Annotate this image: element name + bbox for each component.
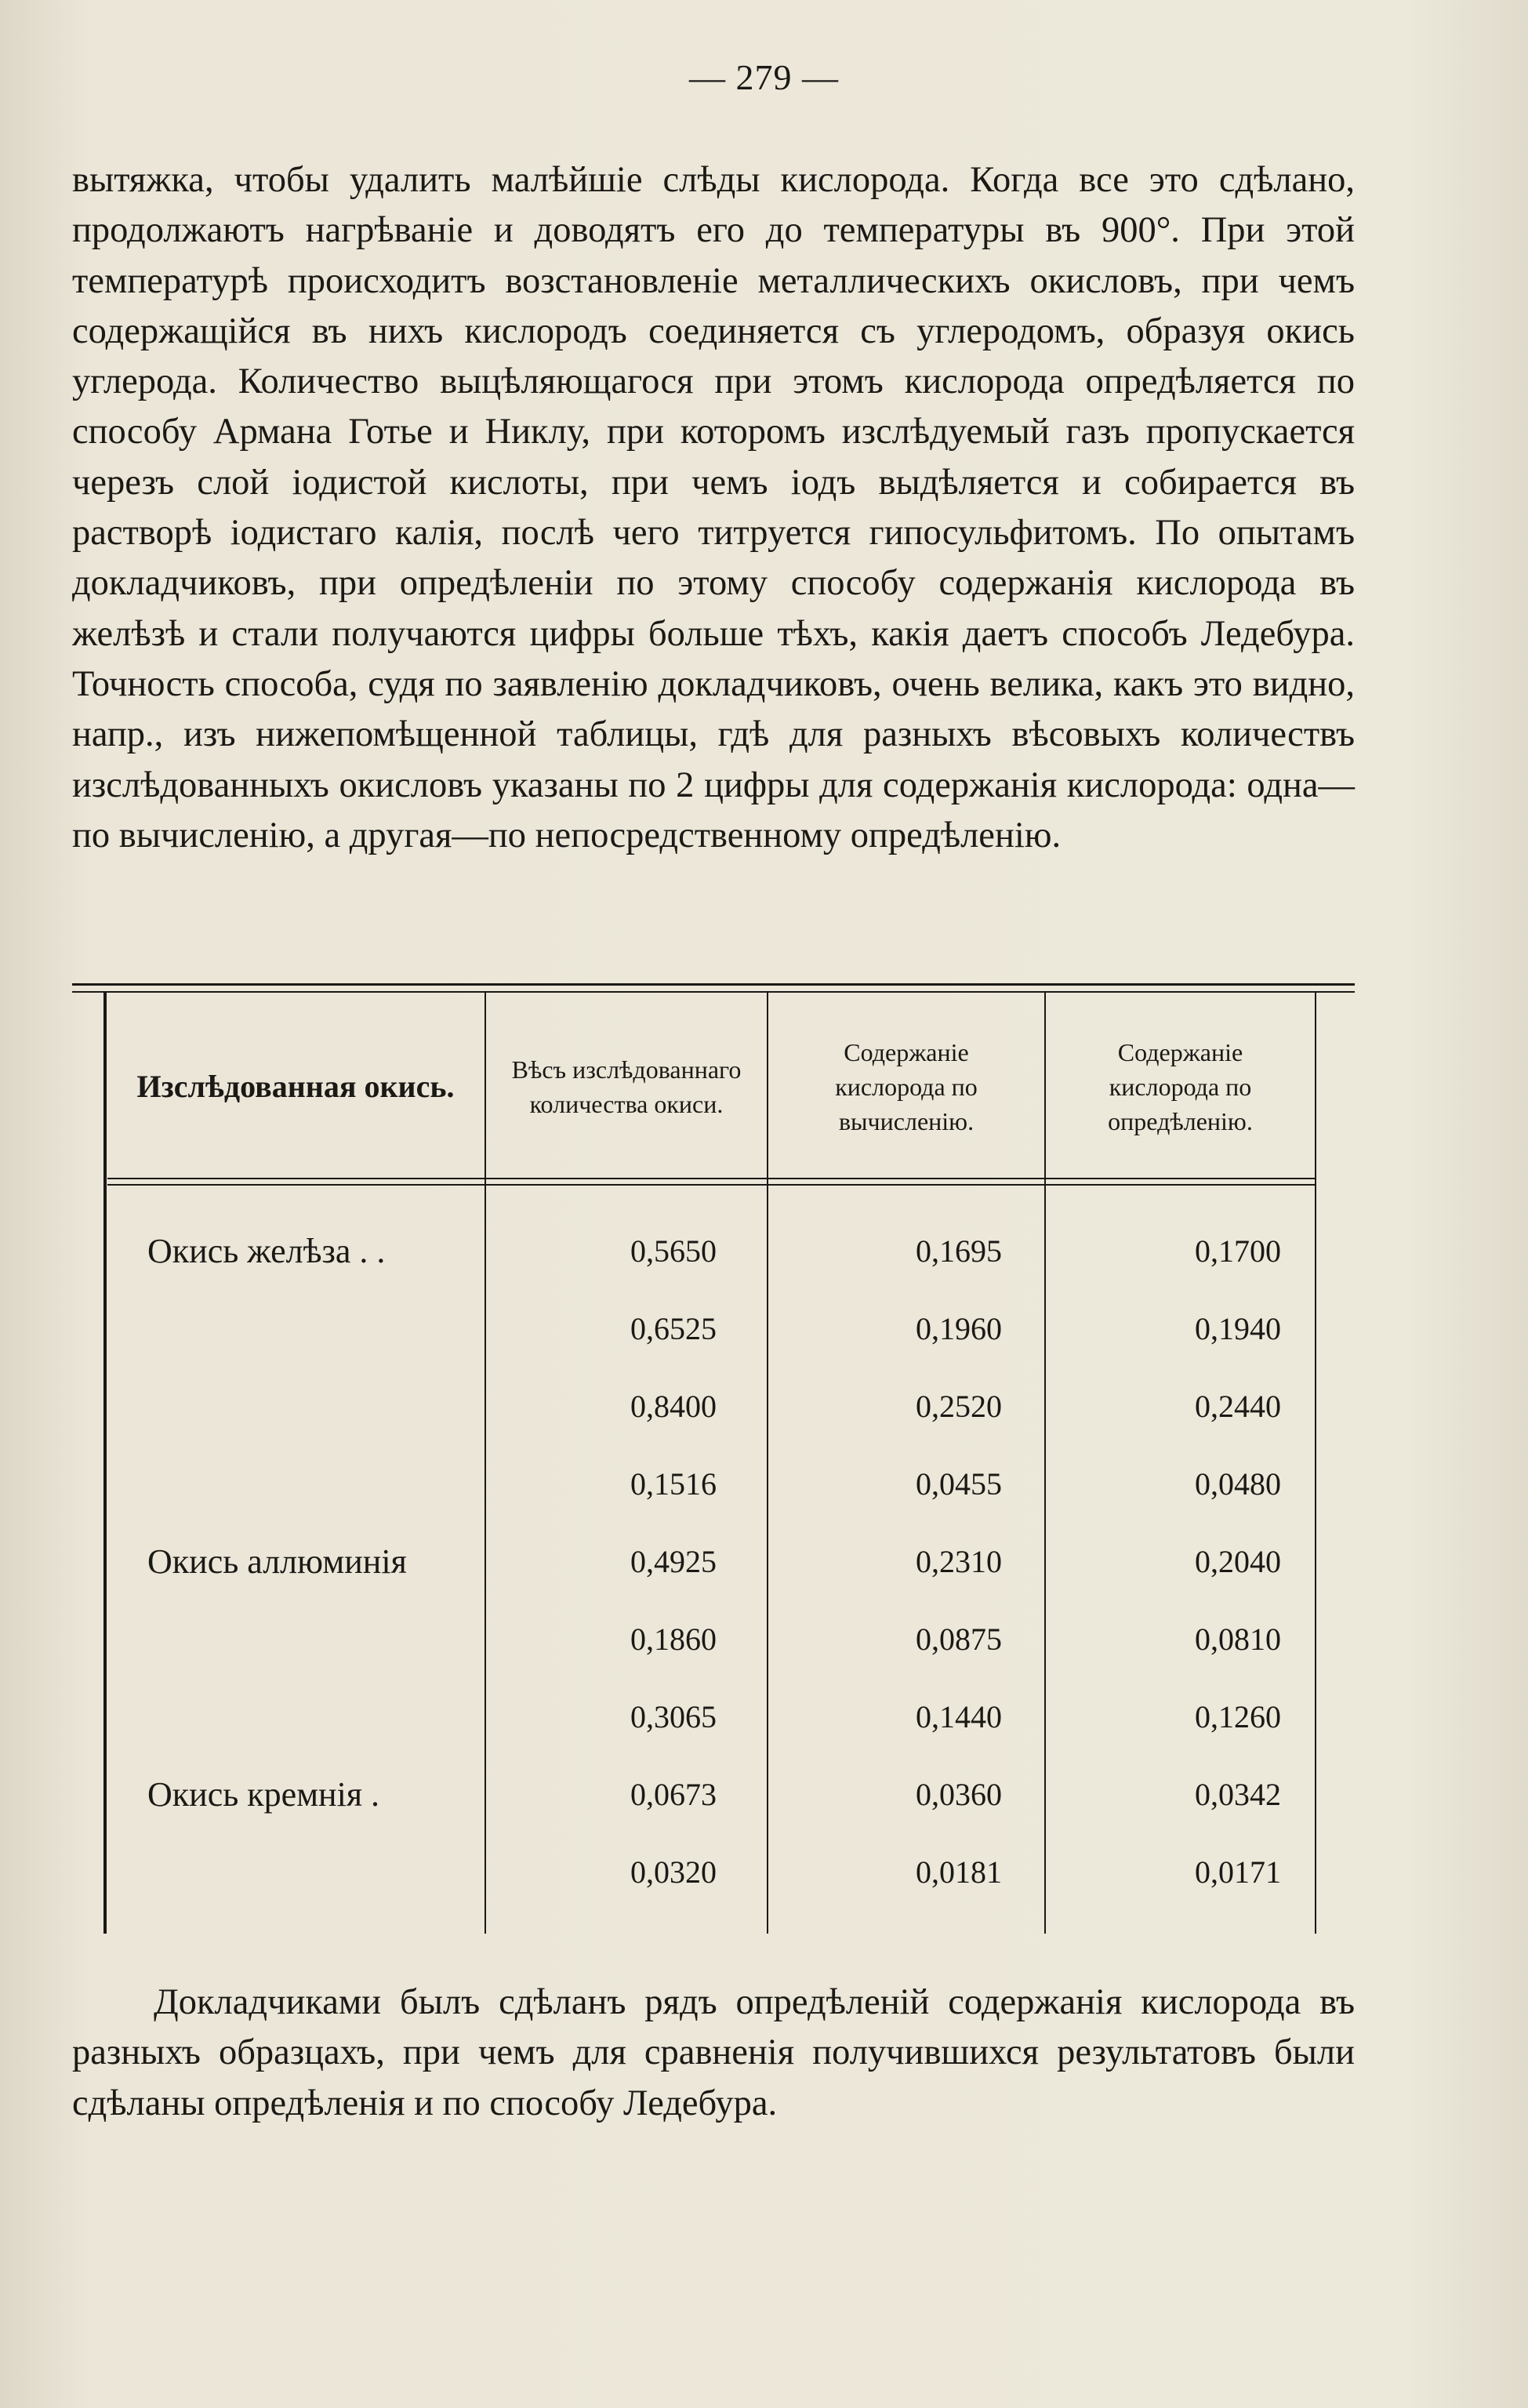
oxides-table: [72, 983, 1355, 1934]
table-row: [72, 1756, 1355, 1833]
column-header-weight: Вѣсъ изслѣдованнаго количества окиси.: [511, 1055, 742, 1118]
weight-value: 0,1516: [630, 1466, 717, 1502]
oxide-name: [147, 1833, 477, 1911]
table-header-rule-double: [107, 1184, 1315, 1186]
table-row: [72, 1290, 1355, 1367]
oxide-name: [147, 1600, 477, 1678]
table-row: [72, 1367, 1355, 1445]
determined-value: 0,0810: [1195, 1622, 1281, 1657]
determined-value: 0,1700: [1195, 1233, 1281, 1269]
calculated-value: 0,1695: [916, 1233, 1002, 1269]
table-top-rule-inner: [72, 991, 1355, 993]
calculated-value: 0,1960: [916, 1311, 1002, 1346]
determined-value: 0,0171: [1195, 1854, 1281, 1890]
column-header-oxide: Изслѣдованная окись.: [136, 1069, 455, 1104]
table-row: [72, 1678, 1355, 1756]
table-row: [72, 1833, 1355, 1911]
table-row: [72, 1445, 1355, 1523]
weight-value: 0,4925: [630, 1544, 717, 1579]
oxide-name: [147, 1445, 477, 1523]
weight-value: 0,0320: [630, 1854, 717, 1890]
weight-value: 0,3065: [630, 1699, 717, 1734]
calculated-value: 0,0360: [916, 1777, 1002, 1812]
calculated-value: 0,2520: [916, 1389, 1002, 1424]
determined-value: 0,2440: [1195, 1389, 1281, 1424]
oxide-name: [147, 1678, 477, 1756]
table-top-rule: [72, 983, 1355, 986]
table-body: [72, 1212, 1355, 1911]
calculated-value: 0,0181: [916, 1854, 1002, 1890]
weight-value: 0,0673: [630, 1777, 717, 1812]
weight-value: 0,6525: [630, 1311, 717, 1346]
determined-value: 0,1940: [1195, 1311, 1281, 1346]
calculated-value: 0,2310: [916, 1544, 1002, 1579]
weight-value: 0,8400: [630, 1389, 717, 1424]
determined-value: 0,1260: [1195, 1699, 1281, 1734]
oxide-name: Окись аллюминія: [147, 1542, 407, 1581]
oxide-name: [147, 1290, 477, 1367]
determined-value: 0,0480: [1195, 1466, 1281, 1502]
determined-value: 0,2040: [1195, 1544, 1281, 1579]
table-row: [72, 1212, 1355, 1290]
table-row: [72, 1600, 1355, 1678]
weight-value: 0,1860: [630, 1622, 717, 1657]
oxide-name: Окись желѣза . .: [147, 1232, 386, 1270]
oxide-name: [147, 1367, 477, 1445]
column-header-determined: Содержаніе кислорода по опредѣленію.: [1108, 1038, 1253, 1135]
calculated-value: 0,0455: [916, 1466, 1002, 1502]
paragraph-intro: вытяжка, чтобы удалить малѣйшіе слѣды кислорода. Когда все это сдѣлано, продолжаютъ нагрѣваніе и доводятъ его до температуры въ 900°. При этой температурѣ происходитъ возстановленіе металлическихъ окисловъ, при чемъ содержащійся въ нихъ кислородъ соединяется съ углеродомъ, образуя окись углерода. Количество выцѣляющагося при этомъ кислорода опредѣляется по способу Армана Готье и Никлу, при которомъ изслѣдуемый газъ пропускается черезъ слой іодистой кислоты, при чемъ іодъ выдѣляется и собирается въ растворѣ іодистаго калія, послѣ чего титруется гипосульфитомъ. По опытамъ докладчиковъ, при опредѣленіи по этому способу содержанія кислорода въ желѣзѣ и стали получаются цифры больше тѣхъ, какія даетъ способъ Ледебура. Точность способа, судя по заявленію докладчиковъ, очень велика, какъ это видно, напр., изъ нижепомѣщенной таблицы, гдѣ для разныхъ вѣсовыхъ количествъ изслѣдованныхъ окисловъ указаны по 2 цифры для содержанія кислорода: одна—по вычисленію, а другая—по непосредственному опредѣленію.: [72, 160, 1355, 855]
table-header-rule: [107, 1178, 1315, 1179]
paragraph-conclusion: Докладчиками былъ сдѣланъ рядъ опредѣленій содержанія кислорода въ разныхъ образцахъ, при чемъ для сравненія получившихся результатовъ были сдѣланы опредѣленія и по способу Ледебура.: [72, 1982, 1355, 2123]
page-number: — 279 —: [689, 57, 839, 97]
weight-value: 0,5650: [630, 1233, 717, 1269]
table-row: [72, 1523, 1355, 1600]
calculated-value: 0,1440: [916, 1699, 1002, 1734]
column-header-calculated: Содержаніе кислорода по вычисленію.: [835, 1038, 978, 1135]
oxide-name: Окись кремнія .: [147, 1775, 380, 1814]
calculated-value: 0,0875: [916, 1622, 1002, 1657]
determined-value: 0,0342: [1195, 1777, 1281, 1812]
